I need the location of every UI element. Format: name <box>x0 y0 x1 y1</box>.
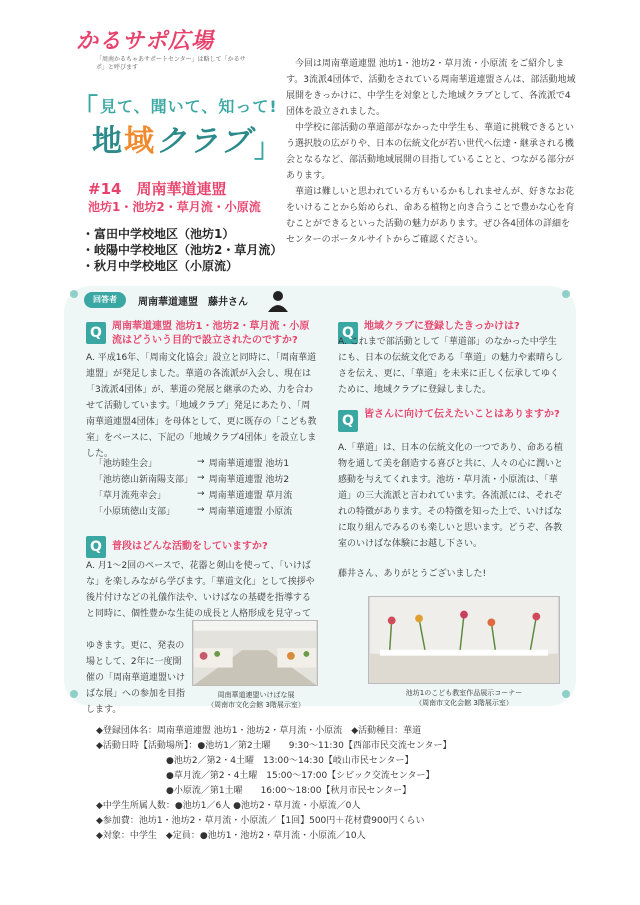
club-info <box>96 724 452 844</box>
respondent-name: 周南華道連盟 藤井さん <box>138 297 248 308</box>
answer-2-bottom: ゆきます。更に、発表の場として、2年に一度開催の「周南華道連盟いけばな展」への参加を目指します。 <box>86 641 186 715</box>
exhibition-photo <box>192 620 318 686</box>
answer-4: A.「華道」は、日本の伝統文化の一つであり、命ある植物を通して美を創造する喜びと共に、人々の心に潤いと感動を与えてくれます。池坊・草月流・小原流は、「華道」の三大流派と言われています。各流派には、それぞれの特徴があります。その特徴を知った上で、いけばなに取り組んでみるのも楽しいと思います。どうぞ、各教室のいけばな体験にお越し下さい。 <box>338 443 564 549</box>
question-mark-icon: Q <box>86 536 106 558</box>
open-bracket-icon: 「 <box>72 94 99 124</box>
person-icon <box>266 288 290 312</box>
page-title <box>92 116 252 160</box>
club-mapping-table <box>94 454 296 518</box>
title-part-2: 域 <box>124 124 156 159</box>
table-row: 「小原琉徳山支部」 → 周南華道連盟 小原流 <box>94 505 293 517</box>
info-row: ◆参加費：池坊1・池坊2・草月流・小原流／【1回】500円＋花材費900円くらい <box>96 816 425 826</box>
logo-subtitle: 「周南かるちゃあサポートセンター」は略して「かるサポ」と呼びます <box>96 56 246 71</box>
question-4-title: 皆さんに向けて伝えたいことはありますか? <box>364 409 560 420</box>
intro-paragraph: 今回は周南華道連盟 池坊1・池坊2・草月流・小原流 をご紹介します。3流派4団体で、活動をされている周南華道連盟さんは、部活動地域展開をきっかけに、中学生を対象とした地域クラブとして、各流派で4団体を設立されました。 <box>286 59 576 117</box>
info-row: ◆登録団体名：周南華道連盟 池坊1・池坊2・草月流・小原流 ◆活動種目：華道 <box>96 726 422 736</box>
question-mark-icon: Q <box>86 322 106 344</box>
question-1-title: 周南華道連盟 池坊1・池坊2・草月流・小原流はどういう目的で設立されたのですか? <box>112 321 310 346</box>
district-item: ・秋月中学校地区（小原流） <box>82 259 239 273</box>
photo-caption-2: 池坊1のこども教室作品展示コーナー （周南市文化会館 3階展示室） <box>405 689 523 707</box>
info-row: ●小原流／第1土曜 16:00～18:00【秋月市民センター】 <box>166 786 412 796</box>
district-list <box>82 226 282 274</box>
respondent-badge: 回答者 <box>84 292 126 308</box>
title-part-3: クラブ <box>156 124 252 159</box>
exhibition-photo <box>368 596 560 684</box>
photo-caption-1: 周南華道連盟いけばな展 （周南市文化会館 3階展示室） <box>207 691 305 709</box>
info-row: ●池坊2／第2・4土曜 13:00～14:30【岐山市民センター】 <box>166 756 414 766</box>
schools-subheading: 池坊1・池坊2・草月流・小原流 <box>88 200 261 214</box>
logo: かるサポ広場 <box>76 29 215 54</box>
table-row: 「草月流苑幸会」 → 周南華道連盟 草月流 <box>94 489 293 501</box>
table-row: 「池坊徳山新南陽支部」 → 周南華道連盟 池坊2 <box>94 473 290 485</box>
corner-dot-icon <box>70 690 78 698</box>
corner-dot-icon <box>562 290 570 298</box>
close-bracket-icon: 」 <box>254 134 281 164</box>
question-mark-icon: Q <box>338 410 358 432</box>
intro-paragraph: 華道は難しいと思われている方もいるかもしれませんが、好きなお花をいけることから始められ、命ある植物と向き合うことで豊かな心を育むことができるといった活動の魅力があります。ぜひ各4団体の詳細をセンターのポータルサイトからご確認ください。 <box>286 187 575 245</box>
info-row: ◆中学生所属人数：●池坊1／6人 ●池坊2・草月流・小原流／0人 <box>96 801 361 811</box>
answer-1: A. 平成16年、「周南文化協会」設立と同時に、「周南華道連盟」が発足しました。華道の各流派が入会し、現在は「3流派4団体」が、華道の発展と継承のため、力を合わせて活動しています。「地域クラブ」発足にあたり、「周南華道連盟4団体」を母体として、更に既存の「こども教室」をベースに、下記の「地域クラブ4団体」を設立しました。 <box>86 353 317 459</box>
answer-2-top: A. 月1～2回のペースで、花器と剣山を使って、「いけばな」を楽しみながら学びます。「華道文化」として挨拶や後片付けなどの礼儀作法や、いけばなの基礎を指導すると同時に、個性豊かな生徒の成長と人格形成を見守って <box>86 561 315 619</box>
intro-paragraph: 中学校に部活動の華道部がなかった中学生も、華道に挑戦できるという選択肢の広がりや、日本の伝統文化が若い世代へ伝達・継承される機会となるなど、部活動地域展開の目指していることと、つながる部分があります。 <box>286 123 575 181</box>
question-3-title: 地域クラブに登録したきっかけは? <box>364 321 520 332</box>
info-row: ●草月流／第2・4土曜 15:00～17:00【シビック交流センター】 <box>166 771 435 781</box>
thanks-message: 藤井さん、ありがとうございました! <box>338 569 487 579</box>
title-part-1: 地 <box>92 124 124 159</box>
answer-3: A. これまで部活動として「華道部」のなかった中学生にも、日本の伝統文化である「華道」の魅力や素晴らしさを伝え、更に、「華道」を未来に正しく伝承してゆくために、地域クラブに登録しました。 <box>338 337 564 395</box>
issue-heading: #14 周南華道連盟 <box>88 180 227 198</box>
corner-dot-icon <box>70 290 78 298</box>
district-item: ・岐陽中学校地区（池坊2・草月流） <box>82 243 283 257</box>
tagline: 見て、聞いて、知って! <box>100 97 278 116</box>
intro-text <box>286 56 576 248</box>
question-mark-icon: Q <box>338 322 358 344</box>
district-item: ・富田中学校地区（池坊1） <box>82 227 235 241</box>
table-row: 「池坊睦生会」 → 周南華道連盟 池坊1 <box>94 457 290 469</box>
info-row: ◆対象：中学生 ◆定員：●池坊1・池坊2・草月流・小原流／10人 <box>96 831 366 841</box>
info-row: ◆活動日時【活動場所】：●池坊1／第2土曜 9:30～11:30【西部市民交流センター】 <box>96 741 452 751</box>
question-2-title: 普段はどんな活動をしていますか? <box>112 541 268 552</box>
